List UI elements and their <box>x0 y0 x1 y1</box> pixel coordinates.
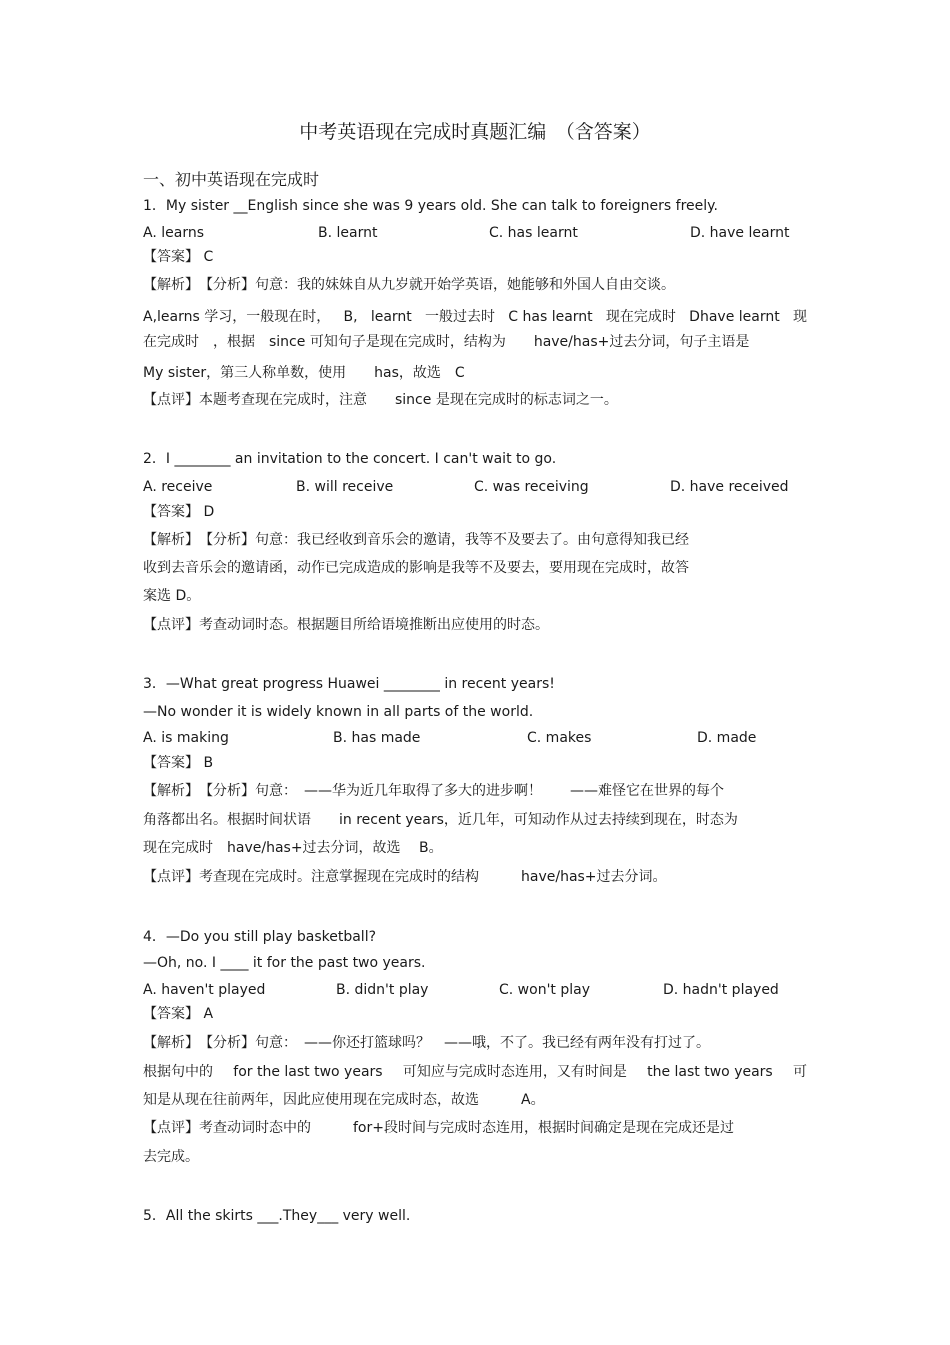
q1-option-c: C. has learnt <box>489 225 578 241</box>
q4-analysis-part: 可知应与完成时态连用，又有时间是 <box>402 1064 627 1080</box>
q4-option-d: D. hadn't played <box>663 982 779 998</box>
q2-option-a: A. receive <box>143 479 213 495</box>
q4-option-a: A. haven't played <box>143 982 266 998</box>
q1-analysis-part: learnt <box>370 309 412 325</box>
q2-comment: 【点评】考查动词时态。根据题目所给语境推断出应使用的时态。 <box>143 617 549 633</box>
q2-option-d: D. have received <box>670 479 789 495</box>
q1-analysis-part: 一般过去时 <box>425 309 496 325</box>
q1-stem: 1．My sister __English since she was 9 years old. She can talk to foreigners freely. <box>143 198 718 214</box>
q2-stem: 2．I ________ an invitation to the concert. I can't wait to go. <box>143 451 557 467</box>
q1-analysis-part: 现 <box>792 309 807 325</box>
q2-analysis-line: 【解析】 【分析】句意：我已经收到音乐会的邀请，我等不及要去了。由句意得知我已经 <box>143 532 689 548</box>
q2-analysis-line: 案选 D。 <box>143 588 201 604</box>
q5-stem: 5．All the skirts ___.They___ very well. <box>143 1208 411 1224</box>
q4-option-b: B. didn't play <box>336 982 429 998</box>
q3-option-a: A. is making <box>143 730 229 746</box>
q1-analysis-justified <box>143 308 807 326</box>
q2-analysis-line: 收到去音乐会的邀请函，动作已完成造成的影响是我等不及要去，要用现在完成时，故答 <box>143 560 689 576</box>
q2-option-c: C. was receiving <box>474 479 589 495</box>
q2-answer: 【答案】 D <box>143 504 215 520</box>
q1-option-a: A. learns <box>143 225 204 241</box>
q4-stem: 4．—Do you still play basketball? <box>143 929 377 945</box>
q3-answer: 【答案】 B <box>143 755 214 771</box>
q1-comment: 【点评】本题考查现在完成时，注意 since 是现在完成时的标志词之一。 <box>143 392 618 408</box>
q1-option-d: D. have learnt <box>690 225 790 241</box>
q4-comment: 去完成。 <box>143 1149 199 1165</box>
q3-option-d: D. made <box>697 730 757 746</box>
q4-analysis-part: for the last two years <box>233 1064 383 1080</box>
q1-option-b: B. learnt <box>318 225 378 241</box>
q4-option-c: C. won't play <box>499 982 590 998</box>
q4-analysis-line: 知是从现在往前两年，因此应使用现在完成时态，故选 A。 <box>143 1092 545 1108</box>
q1-answer: 【答案】 C <box>143 249 214 265</box>
document-title: 中考英语现在完成时真题汇编 （含答案） <box>299 121 651 143</box>
q1-analysis-line: My sister，第三人称单数，使用 has，故选 C <box>143 365 465 381</box>
q1-analysis-part: Dhave learnt <box>689 309 780 325</box>
q3-stem-reply: —No wonder it is widely known in all parts of the world. <box>143 704 534 720</box>
q3-comment: 【点评】考查现在完成时。注意掌握现在完成时的结构 have/has+过去分词。 <box>143 869 667 885</box>
q4-stem-reply: —Oh, no. I ____ it for the past two years. <box>143 955 426 971</box>
q1-analysis-part: C has learnt <box>508 309 593 325</box>
q4-analysis-part: 可 <box>793 1064 807 1080</box>
section-heading: 一、初中英语现在完成时 <box>143 170 320 189</box>
q3-option-b: B. has made <box>333 730 421 746</box>
q1-analysis-line: 【解析】 【分析】句意：我的妹妹自从九岁就开始学英语，她能够和外国人自由交谈。 <box>143 277 675 293</box>
q4-comment: 【点评】考查动词时态中的 for+段时间与完成时态连用，根据时间确定是现在完成还是过 <box>143 1120 734 1136</box>
q1-analysis-part: B, <box>343 309 358 325</box>
q3-analysis-line: 角落都出名。根据时间状语 in recent years，近几年，可知动作从过去持续到现在，时态为 <box>143 812 738 828</box>
q3-option-c: C. makes <box>527 730 592 746</box>
q1-analysis-part: 现在完成时 <box>605 309 676 325</box>
q3-stem: 3．—What great progress Huawei ________ in recent years! <box>143 676 555 692</box>
q2-option-b: B. will receive <box>296 479 394 495</box>
q4-answer: 【答案】 A <box>143 1006 214 1022</box>
q3-analysis-line: 【解析】 【分析】句意： ——华为近几年取得了多大的进步啊！ ——难怪它在世界的每个 <box>143 783 724 799</box>
q1-analysis-line: 在完成时 ，根据 since 可知句子是现在完成时，结构为 have/has+过去分词，句子主语是 <box>143 334 750 350</box>
q4-analysis-part: 根据句中的 <box>143 1064 213 1080</box>
q4-analysis-justified <box>143 1063 807 1081</box>
q3-analysis-line: 现在完成时 have/has+过去分词，故选 B。 <box>143 840 443 856</box>
q1-analysis-part: A,learns 学习，一般现在时， <box>143 309 331 325</box>
q4-analysis-line: 【解析】 【分析】句意： ——你还打篮球吗？ ——哦，不了。我已经有两年没有打过了。 <box>143 1035 710 1051</box>
q4-analysis-part: the last two years <box>647 1064 773 1080</box>
